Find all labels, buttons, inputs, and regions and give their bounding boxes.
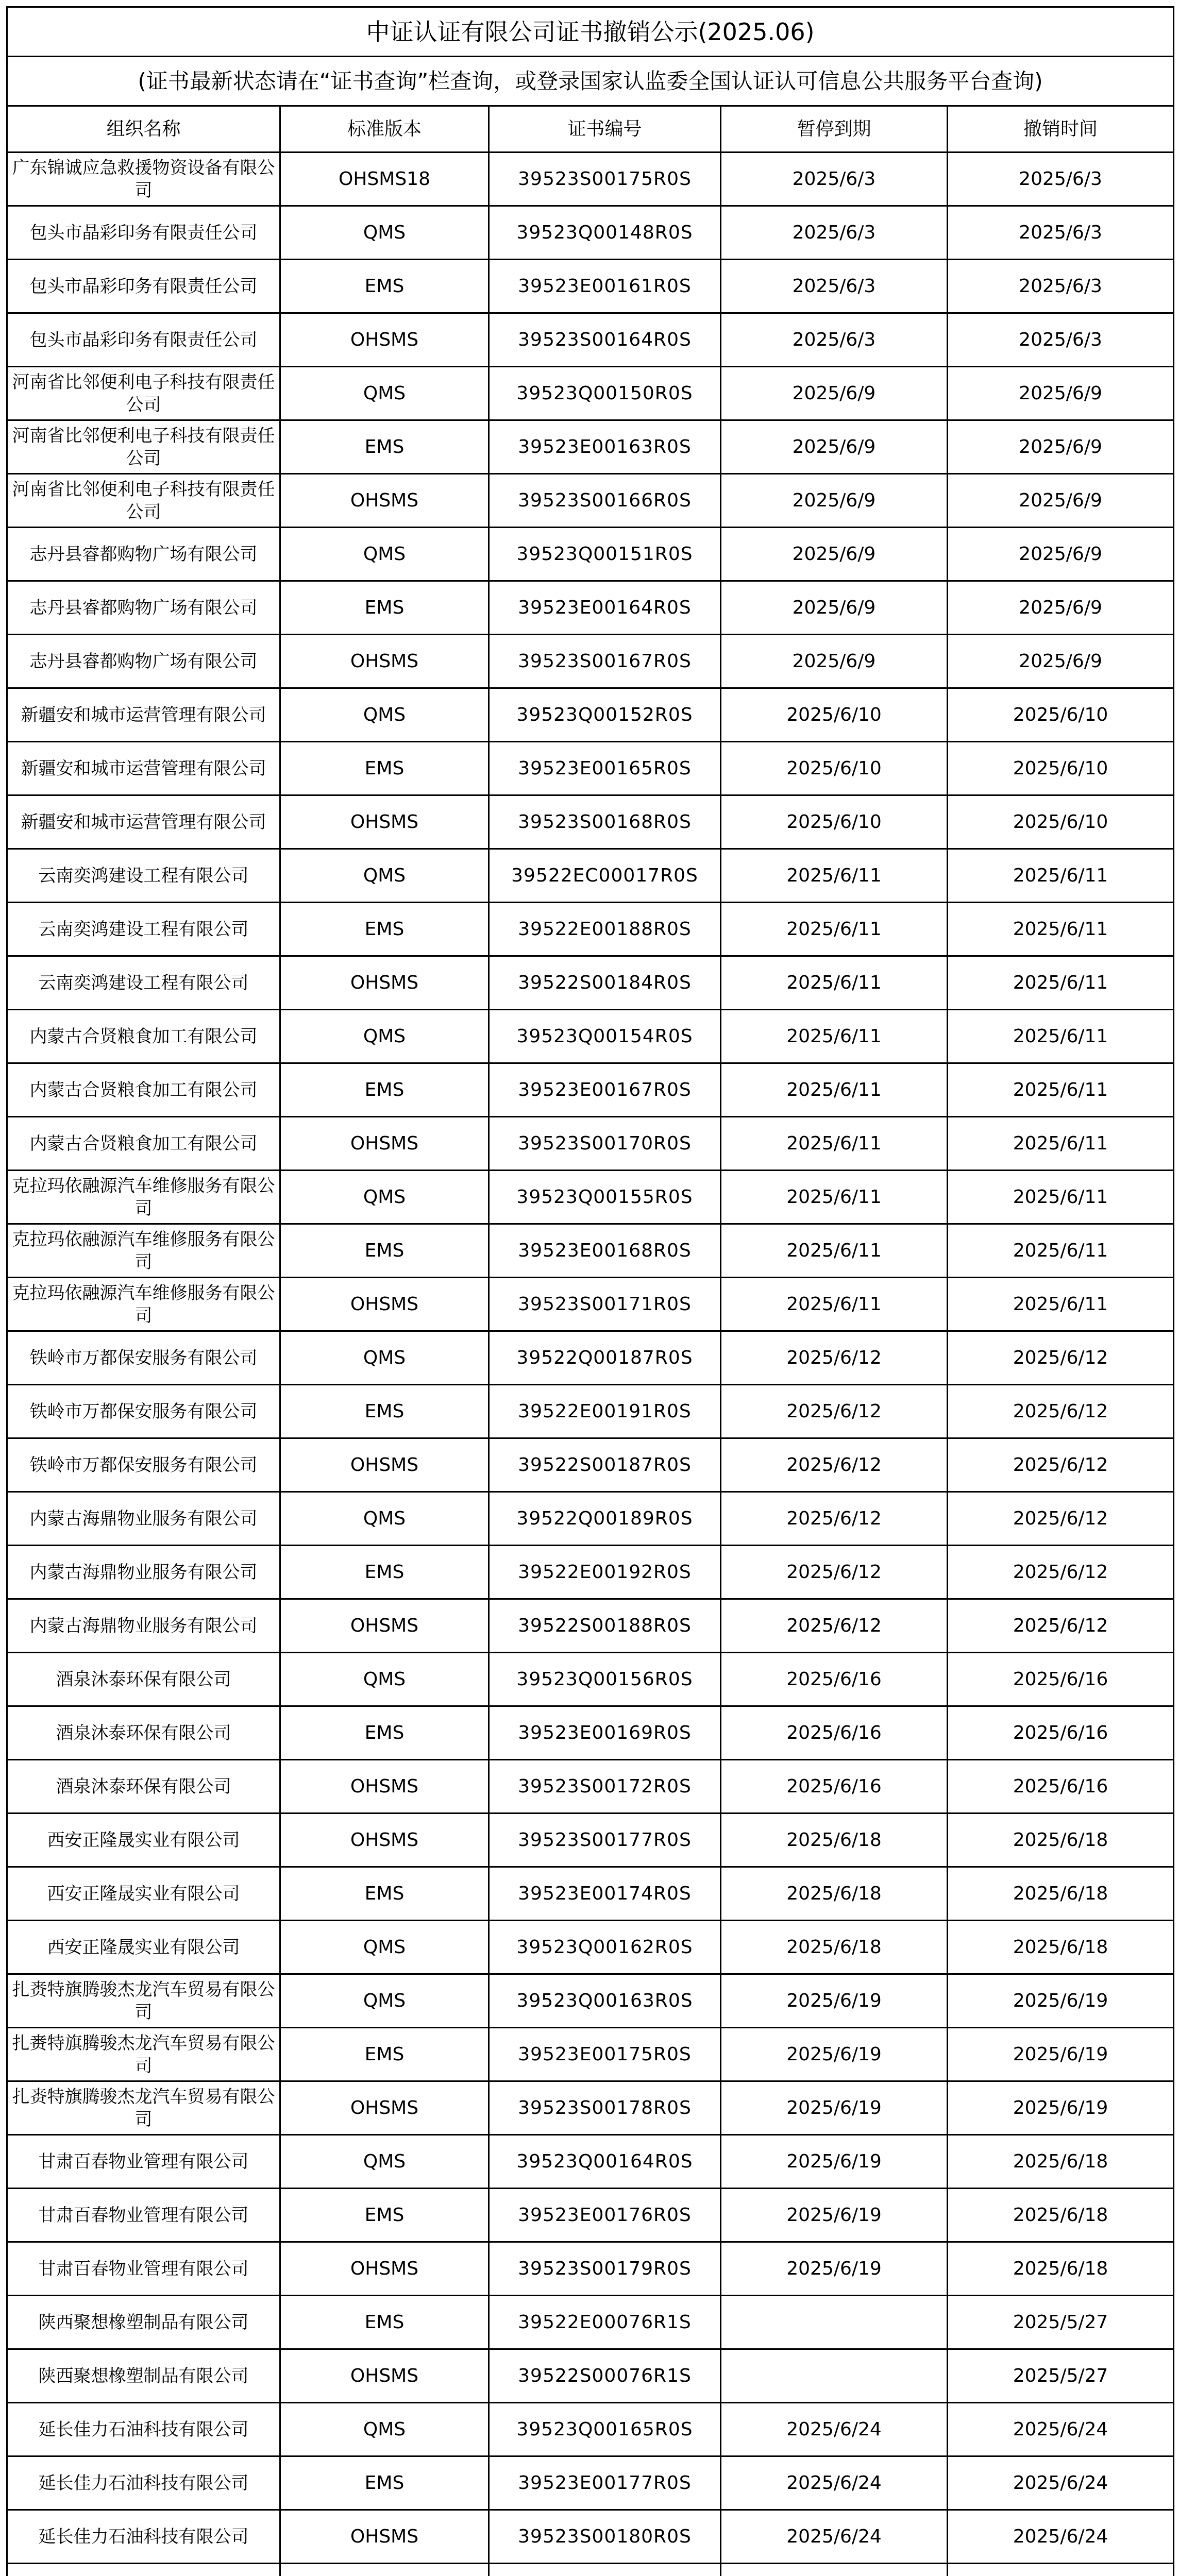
org-name-cell: 西安正隆晟实业有限公司 bbox=[7, 1814, 280, 1867]
suspension-expiry-cell: 2025/6/12 bbox=[721, 1331, 948, 1385]
revocation-date-cell: 2025/6/9 bbox=[948, 420, 1174, 474]
table-row bbox=[7, 1599, 1174, 1653]
cert-number-cell: 39523Q00165R0S bbox=[489, 2403, 721, 2456]
org-name-cell: 酒泉沐泰环保有限公司 bbox=[7, 1653, 280, 1706]
cert-number-cell: 39523E00163R0S bbox=[489, 420, 721, 474]
org-name-cell: 甘肃百春物业管理有限公司 bbox=[7, 2189, 280, 2242]
suspension-expiry-cell: 2025/6/19 bbox=[721, 1974, 948, 2028]
suspension-expiry-cell: 2025/6/11 bbox=[721, 1063, 948, 1117]
org-name-cell: 新疆安和城市运营管理有限公司 bbox=[7, 795, 280, 849]
table-row bbox=[7, 2242, 1174, 2296]
table-row bbox=[7, 956, 1174, 1010]
org-name-cell: 新疆安和城市运营管理有限公司 bbox=[7, 742, 280, 795]
suspension-expiry-cell: 2025/6/10 bbox=[721, 795, 948, 849]
revocation-date-cell: 2025/6/18 bbox=[948, 2242, 1174, 2296]
table-row bbox=[7, 1063, 1174, 1117]
table-row bbox=[7, 795, 1174, 849]
revocation-date-cell: 2025/6/11 bbox=[948, 849, 1174, 903]
standard-cell: QMS bbox=[280, 2403, 489, 2456]
revocation-date-cell: 2025/6/10 bbox=[948, 688, 1174, 742]
suspension-expiry-cell: 2025/6/11 bbox=[721, 1117, 948, 1171]
org-name-cell: 包头市晶彩印务有限责任公司 bbox=[7, 313, 280, 367]
standard-cell: QMS bbox=[280, 849, 489, 903]
header-revocation-date: 撤销时间 bbox=[948, 106, 1174, 152]
revocation-date-cell: 2025/6/9 bbox=[948, 635, 1174, 688]
suspension-expiry-cell: 2025/6/12 bbox=[721, 1599, 948, 1653]
org-name-cell: 包头市晶彩印务有限责任公司 bbox=[7, 206, 280, 260]
cert-number-cell: 39523S00175R0S bbox=[489, 152, 721, 206]
table-row bbox=[7, 2135, 1174, 2189]
standard-cell: EMS bbox=[280, 1706, 489, 1760]
table-row bbox=[7, 2456, 1174, 2510]
cert-number-cell: 39522Q00189R0S bbox=[489, 1492, 721, 1546]
cert-number-cell: 39523E00167R0S bbox=[489, 1063, 721, 1117]
table-row bbox=[7, 2564, 1174, 2576]
standard-cell: OHSMS bbox=[280, 1438, 489, 1492]
suspension-expiry-cell: 2025/6/12 bbox=[721, 1385, 948, 1438]
org-name-cell: 内蒙古海鼎物业服务有限公司 bbox=[7, 1599, 280, 1653]
cert-number-cell: 39522E00076R1S bbox=[489, 2296, 721, 2349]
revocation-date-cell: 2025/6/19 bbox=[948, 2081, 1174, 2135]
revocation-date-cell: 2025/5/27 bbox=[948, 2296, 1174, 2349]
org-name-cell: 甘肃百春物业管理有限公司 bbox=[7, 2135, 280, 2189]
cert-number-cell: 39522EC00017R0S bbox=[489, 849, 721, 903]
standard-cell: EMS bbox=[280, 581, 489, 635]
table-row bbox=[7, 1921, 1174, 1974]
suspension-expiry-cell: 2025/6/16 bbox=[721, 1760, 948, 1814]
revocation-date-cell: 2025/5/27 bbox=[948, 2349, 1174, 2403]
header-suspension-expiry: 暂停到期 bbox=[721, 106, 948, 152]
standard-cell: OHSMS bbox=[280, 1814, 489, 1867]
standard-cell: OHSMS bbox=[280, 474, 489, 528]
suspension-expiry-cell: 2025/6/24 bbox=[721, 2456, 948, 2510]
revocation-date-cell: 2025/6/12 bbox=[948, 1546, 1174, 1599]
org-name-cell: 克拉玛依融源汽车维修服务有限公司 bbox=[7, 1224, 280, 1278]
revocation-date-cell: 2025/6/11 bbox=[948, 1224, 1174, 1278]
suspension-expiry-cell: 2025/6/11 bbox=[721, 1010, 948, 1063]
revocation-date-cell: 2025/6/11 bbox=[948, 1010, 1174, 1063]
cert-number-cell: 39523Q00156R0S bbox=[489, 1653, 721, 1706]
cert-number-cell: 39523Q00154R0S bbox=[489, 1010, 721, 1063]
cert-number-cell: 39523S00167R0S bbox=[489, 635, 721, 688]
org-name-cell: 扎赉特旗腾骏杰龙汽车贸易有限公司 bbox=[7, 1974, 280, 2028]
suspension-expiry-cell: 2025/6/16 bbox=[721, 1653, 948, 1706]
standard-cell: OHSMS18 bbox=[280, 152, 489, 206]
table-row bbox=[7, 688, 1174, 742]
table-row bbox=[7, 260, 1174, 313]
standard-cell: EMS bbox=[280, 2028, 489, 2081]
suspension-expiry-cell: 2025/6/18 bbox=[721, 1921, 948, 1974]
cert-number-cell: 39523S00170R0S bbox=[489, 1117, 721, 1171]
suspension-expiry-cell: 2025/6/9 bbox=[721, 420, 948, 474]
revocation-date-cell: 2025/6/10 bbox=[948, 795, 1174, 849]
org-name-cell: 内蒙古合贤粮食加工有限公司 bbox=[7, 1010, 280, 1063]
org-name-cell: 广东锦诚应急救援物资设备有限公司 bbox=[7, 152, 280, 206]
table-row bbox=[7, 474, 1174, 528]
header-cert-number: 证书编号 bbox=[489, 106, 721, 152]
cert-number-cell: 39522E00191R0S bbox=[489, 1385, 721, 1438]
cert-number-cell: 39523E00174R0S bbox=[489, 1867, 721, 1921]
org-name-cell: 铁岭市万都保安服务有限公司 bbox=[7, 1438, 280, 1492]
revocation-date-cell: 2025/6/11 bbox=[948, 956, 1174, 1010]
table-row bbox=[7, 2028, 1174, 2081]
suspension-expiry-cell: 2025/6/3 bbox=[721, 206, 948, 260]
revocation-date-cell: 2025/6/18 bbox=[948, 2189, 1174, 2242]
org-name-cell: 包头市晶彩印务有限责任公司 bbox=[7, 260, 280, 313]
revocation-date-cell: 2025/6/18 bbox=[948, 1867, 1174, 1921]
header-standard: 标准版本 bbox=[280, 106, 489, 152]
cert-number-cell: 39523Q00164R0S bbox=[489, 2135, 721, 2189]
standard-cell: OHSMS bbox=[280, 313, 489, 367]
table-row bbox=[7, 367, 1174, 420]
table-row bbox=[7, 635, 1174, 688]
org-name-cell: 内蒙古合贤粮食加工有限公司 bbox=[7, 1117, 280, 1171]
table-row bbox=[7, 152, 1174, 206]
table-row bbox=[7, 1224, 1174, 1278]
cert-number-cell bbox=[489, 2564, 721, 2576]
revocation-date-cell: 2025/6/16 bbox=[948, 1706, 1174, 1760]
cert-number-cell: 39522E00192R0S bbox=[489, 1546, 721, 1599]
cert-number-cell: 39522S00188R0S bbox=[489, 1599, 721, 1653]
org-name-cell: 河南省比邻便利电子科技有限责任公司 bbox=[7, 420, 280, 474]
suspension-expiry-cell: 2025/6/19 bbox=[721, 2242, 948, 2296]
org-name-cell: 云南奕鸿建设工程有限公司 bbox=[7, 956, 280, 1010]
revocation-date-cell: 2025/6/12 bbox=[948, 1492, 1174, 1546]
standard-cell: OHSMS bbox=[280, 2242, 489, 2296]
org-name-cell: 志丹县睿都购物广场有限公司 bbox=[7, 528, 280, 581]
cert-number-cell: 39523E00176R0S bbox=[489, 2189, 721, 2242]
org-name-cell: 扎赉特旗腾骏杰龙汽车贸易有限公司 bbox=[7, 2028, 280, 2081]
table-row bbox=[7, 581, 1174, 635]
table-row bbox=[7, 1760, 1174, 1814]
standard-cell: EMS bbox=[280, 1224, 489, 1278]
standard-cell bbox=[280, 2564, 489, 2576]
suspension-expiry-cell: 2025/6/11 bbox=[721, 1278, 948, 1331]
table-subtitle: (证书最新状态请在“证书查询”栏查询，或登录国家认监委全国认证认可信息公共服务平台查询) bbox=[7, 57, 1174, 106]
standard-cell: EMS bbox=[280, 1867, 489, 1921]
table-row bbox=[7, 1492, 1174, 1546]
header-org-name: 组织名称 bbox=[7, 106, 280, 152]
suspension-expiry-cell: 2025/6/9 bbox=[721, 528, 948, 581]
org-name-cell: 陕西聚想橡塑制品有限公司 bbox=[7, 2296, 280, 2349]
table-row bbox=[7, 313, 1174, 367]
org-name-cell: 志丹县睿都购物广场有限公司 bbox=[7, 581, 280, 635]
cert-number-cell: 39523E00168R0S bbox=[489, 1224, 721, 1278]
revocation-date-cell: 2025/6/9 bbox=[948, 581, 1174, 635]
cert-number-cell: 39522Q00187R0S bbox=[489, 1331, 721, 1385]
table-row bbox=[7, 206, 1174, 260]
suspension-expiry-cell: 2025/6/3 bbox=[721, 152, 948, 206]
cert-number-cell: 39523E00175R0S bbox=[489, 2028, 721, 2081]
standard-cell: QMS bbox=[280, 1653, 489, 1706]
standard-cell: EMS bbox=[280, 2296, 489, 2349]
standard-cell: QMS bbox=[280, 206, 489, 260]
revocation-date-cell: 2025/6/24 bbox=[948, 2403, 1174, 2456]
cert-number-cell: 39523E00177R0S bbox=[489, 2456, 721, 2510]
suspension-expiry-cell: 2025/6/11 bbox=[721, 903, 948, 956]
suspension-expiry-cell bbox=[721, 2349, 948, 2403]
revocation-date-cell: 2025/6/3 bbox=[948, 313, 1174, 367]
cert-number-cell: 39523S00166R0S bbox=[489, 474, 721, 528]
cert-number-cell: 39523Q00148R0S bbox=[489, 206, 721, 260]
cert-number-cell: 39523Q00162R0S bbox=[489, 1921, 721, 1974]
suspension-expiry-cell: 2025/6/11 bbox=[721, 956, 948, 1010]
standard-cell: OHSMS bbox=[280, 956, 489, 1010]
table-row bbox=[7, 1706, 1174, 1760]
table-row bbox=[7, 1117, 1174, 1171]
org-name-cell: 河南省比邻便利电子科技有限责任公司 bbox=[7, 474, 280, 528]
standard-cell: QMS bbox=[280, 688, 489, 742]
table-row bbox=[7, 1171, 1174, 1224]
standard-cell: OHSMS bbox=[280, 1760, 489, 1814]
revocation-date-cell: 2025/6/9 bbox=[948, 474, 1174, 528]
revocation-date-cell: 2025/6/24 bbox=[948, 2510, 1174, 2564]
cert-number-cell: 39522S00184R0S bbox=[489, 956, 721, 1010]
suspension-expiry-cell: 2025/6/19 bbox=[721, 2135, 948, 2189]
revocation-date-cell: 2025/6/3 bbox=[948, 260, 1174, 313]
suspension-expiry-cell: 2025/6/16 bbox=[721, 1706, 948, 1760]
revocation-date-cell: 2025/6/3 bbox=[948, 152, 1174, 206]
org-name-cell: 甘肃百春物业管理有限公司 bbox=[7, 2242, 280, 2296]
cert-number-cell: 39523E00165R0S bbox=[489, 742, 721, 795]
suspension-expiry-cell: 2025/6/9 bbox=[721, 474, 948, 528]
table-row bbox=[7, 1331, 1174, 1385]
org-name-cell: 内蒙古海鼎物业服务有限公司 bbox=[7, 1492, 280, 1546]
cert-number-cell: 39522S00187R0S bbox=[489, 1438, 721, 1492]
standard-cell: QMS bbox=[280, 528, 489, 581]
cert-number-cell: 39523S00178R0S bbox=[489, 2081, 721, 2135]
revocation-date-cell: 2025/6/11 bbox=[948, 1117, 1174, 1171]
table-title: 中证认证有限公司证书撤销公示(2025.06) bbox=[7, 7, 1174, 57]
cert-number-cell: 39523S00180R0S bbox=[489, 2510, 721, 2564]
table-row bbox=[7, 849, 1174, 903]
cert-number-cell: 39523Q00155R0S bbox=[489, 1171, 721, 1224]
revocation-date-cell: 2025/6/10 bbox=[948, 742, 1174, 795]
table-row bbox=[7, 2189, 1174, 2242]
suspension-expiry-cell: 2025/6/18 bbox=[721, 1867, 948, 1921]
cert-number-cell: 39523E00169R0S bbox=[489, 1706, 721, 1760]
standard-cell: OHSMS bbox=[280, 2081, 489, 2135]
suspension-expiry-cell: 2025/6/12 bbox=[721, 1492, 948, 1546]
standard-cell: EMS bbox=[280, 260, 489, 313]
suspension-expiry-cell: 2025/6/3 bbox=[721, 313, 948, 367]
table-row bbox=[7, 1653, 1174, 1706]
cert-number-cell: 39523S00177R0S bbox=[489, 1814, 721, 1867]
cert-number-cell: 39523E00164R0S bbox=[489, 581, 721, 635]
table-row bbox=[7, 1010, 1174, 1063]
standard-cell: EMS bbox=[280, 742, 489, 795]
suspension-expiry-cell: 2025/6/10 bbox=[721, 742, 948, 795]
standard-cell: EMS bbox=[280, 903, 489, 956]
standard-cell: QMS bbox=[280, 1492, 489, 1546]
org-name-cell: 云南奕鸿建设工程有限公司 bbox=[7, 849, 280, 903]
revocation-date-cell: 2025/6/12 bbox=[948, 1599, 1174, 1653]
org-name-cell: 克拉玛依融源汽车维修服务有限公司 bbox=[7, 1171, 280, 1224]
revocation-date-cell: 2025/6/19 bbox=[948, 2028, 1174, 2081]
suspension-expiry-cell: 2025/6/19 bbox=[721, 2028, 948, 2081]
revocation-date-cell: 2025/6/12 bbox=[948, 1385, 1174, 1438]
cert-number-cell: 39523S00164R0S bbox=[489, 313, 721, 367]
org-name-cell: 酒泉沐泰环保有限公司 bbox=[7, 1760, 280, 1814]
standard-cell: EMS bbox=[280, 2456, 489, 2510]
suspension-expiry-cell: 2025/6/19 bbox=[721, 2189, 948, 2242]
cert-number-cell: 39523S00168R0S bbox=[489, 795, 721, 849]
table-row bbox=[7, 903, 1174, 956]
table-row bbox=[7, 1438, 1174, 1492]
standard-cell: EMS bbox=[280, 2189, 489, 2242]
suspension-expiry-cell: 2025/6/9 bbox=[721, 367, 948, 420]
suspension-expiry-cell: 2025/6/24 bbox=[721, 2403, 948, 2456]
standard-cell: OHSMS bbox=[280, 1599, 489, 1653]
org-name-cell: 延长佳力石油科技有限公司 bbox=[7, 2510, 280, 2564]
standard-cell: QMS bbox=[280, 2135, 489, 2189]
revocation-table bbox=[6, 6, 1174, 2576]
standard-cell: QMS bbox=[280, 1921, 489, 1974]
cert-number-cell: 39523S00179R0S bbox=[489, 2242, 721, 2296]
org-name-cell: 云南奕鸿建设工程有限公司 bbox=[7, 903, 280, 956]
table-row bbox=[7, 2403, 1174, 2456]
suspension-expiry-cell: 2025/6/11 bbox=[721, 1171, 948, 1224]
revocation-date-cell: 2025/6/11 bbox=[948, 903, 1174, 956]
suspension-expiry-cell bbox=[721, 2564, 948, 2576]
revocation-date-cell: 2025/6/19 bbox=[948, 1974, 1174, 2028]
table-row bbox=[7, 2296, 1174, 2349]
revocation-date-cell: 2025/6/12 bbox=[948, 1438, 1174, 1492]
suspension-expiry-cell: 2025/6/24 bbox=[721, 2510, 948, 2564]
table-row bbox=[7, 2349, 1174, 2403]
table-row bbox=[7, 1814, 1174, 1867]
table-row bbox=[7, 420, 1174, 474]
table-row bbox=[7, 2081, 1174, 2135]
org-name-cell: 西安正隆晟实业有限公司 bbox=[7, 1921, 280, 1974]
header-row bbox=[7, 106, 1174, 152]
suspension-expiry-cell: 2025/6/11 bbox=[721, 1224, 948, 1278]
revocation-date-cell: 2025/6/18 bbox=[948, 1921, 1174, 1974]
cert-number-cell: 39523Q00150R0S bbox=[489, 367, 721, 420]
standard-cell: EMS bbox=[280, 420, 489, 474]
suspension-expiry-cell: 2025/6/19 bbox=[721, 2081, 948, 2135]
table-row bbox=[7, 2510, 1174, 2564]
suspension-expiry-cell: 2025/6/12 bbox=[721, 1438, 948, 1492]
standard-cell: EMS bbox=[280, 1063, 489, 1117]
standard-cell: QMS bbox=[280, 367, 489, 420]
revocation-date-cell: 2025/6/11 bbox=[948, 1063, 1174, 1117]
revocation-date-cell: 2025/6/16 bbox=[948, 1760, 1174, 1814]
standard-cell: EMS bbox=[280, 1385, 489, 1438]
org-name-cell: 酒泉沐泰环保有限公司 bbox=[7, 1706, 280, 1760]
org-name-cell: 新疆安和城市运营管理有限公司 bbox=[7, 688, 280, 742]
cert-number-cell: 39523E00161R0S bbox=[489, 260, 721, 313]
suspension-expiry-cell: 2025/6/11 bbox=[721, 849, 948, 903]
table-row bbox=[7, 1974, 1174, 2028]
revocation-date-cell: 2025/6/9 bbox=[948, 528, 1174, 581]
org-name-cell: 内蒙古海鼎物业服务有限公司 bbox=[7, 1546, 280, 1599]
org-name-cell: 延长佳力石油科技有限公司 bbox=[7, 2403, 280, 2456]
suspension-expiry-cell: 2025/6/9 bbox=[721, 635, 948, 688]
suspension-expiry-cell bbox=[721, 2296, 948, 2349]
org-name-cell: 扎赉特旗腾骏杰龙汽车贸易有限公司 bbox=[7, 2081, 280, 2135]
standard-cell: QMS bbox=[280, 1171, 489, 1224]
suspension-expiry-cell: 2025/6/18 bbox=[721, 1814, 948, 1867]
org-name-cell: 克拉玛依融源汽车维修服务有限公司 bbox=[7, 1278, 280, 1331]
revocation-date-cell: 2025/6/18 bbox=[948, 1814, 1174, 1867]
standard-cell: OHSMS bbox=[280, 2349, 489, 2403]
cert-number-cell: 39523Q00152R0S bbox=[489, 688, 721, 742]
suspension-expiry-cell: 2025/6/3 bbox=[721, 260, 948, 313]
table-row bbox=[7, 1385, 1174, 1438]
standard-cell: QMS bbox=[280, 1010, 489, 1063]
standard-cell: EMS bbox=[280, 1546, 489, 1599]
org-name-cell bbox=[7, 2564, 280, 2576]
revocation-date-cell: 2025/6/18 bbox=[948, 2135, 1174, 2189]
org-name-cell: 西安正隆晟实业有限公司 bbox=[7, 1867, 280, 1921]
org-name-cell: 陕西聚想橡塑制品有限公司 bbox=[7, 2349, 280, 2403]
standard-cell: OHSMS bbox=[280, 635, 489, 688]
suspension-expiry-cell: 2025/6/10 bbox=[721, 688, 948, 742]
org-name-cell: 内蒙古合贤粮食加工有限公司 bbox=[7, 1063, 280, 1117]
revocation-date-cell: 2025/6/12 bbox=[948, 1331, 1174, 1385]
revocation-date-cell bbox=[948, 2564, 1174, 2576]
org-name-cell: 延长佳力石油科技有限公司 bbox=[7, 2456, 280, 2510]
table-row bbox=[7, 742, 1174, 795]
revocation-date-cell: 2025/6/16 bbox=[948, 1653, 1174, 1706]
standard-cell: OHSMS bbox=[280, 795, 489, 849]
revocation-date-cell: 2025/6/9 bbox=[948, 367, 1174, 420]
standard-cell: OHSMS bbox=[280, 2510, 489, 2564]
revocation-date-cell: 2025/6/11 bbox=[948, 1171, 1174, 1224]
table-row bbox=[7, 1546, 1174, 1599]
standard-cell: OHSMS bbox=[280, 1278, 489, 1331]
standard-cell: OHSMS bbox=[280, 1117, 489, 1171]
cert-number-cell: 39523Q00163R0S bbox=[489, 1974, 721, 2028]
cert-number-cell: 39523S00172R0S bbox=[489, 1760, 721, 1814]
standard-cell: QMS bbox=[280, 1331, 489, 1385]
revocation-date-cell: 2025/6/24 bbox=[948, 2456, 1174, 2510]
cert-number-cell: 39522E00188R0S bbox=[489, 903, 721, 956]
org-name-cell: 铁岭市万都保安服务有限公司 bbox=[7, 1385, 280, 1438]
org-name-cell: 河南省比邻便利电子科技有限责任公司 bbox=[7, 367, 280, 420]
org-name-cell: 铁岭市万都保安服务有限公司 bbox=[7, 1331, 280, 1385]
revocation-date-cell: 2025/6/3 bbox=[948, 206, 1174, 260]
table-row bbox=[7, 1278, 1174, 1331]
org-name-cell: 志丹县睿都购物广场有限公司 bbox=[7, 635, 280, 688]
table-row bbox=[7, 528, 1174, 581]
table-row bbox=[7, 1867, 1174, 1921]
cert-number-cell: 39523Q00151R0S bbox=[489, 528, 721, 581]
standard-cell: QMS bbox=[280, 1974, 489, 2028]
cert-number-cell: 39522S00076R1S bbox=[489, 2349, 721, 2403]
cert-number-cell: 39523S00171R0S bbox=[489, 1278, 721, 1331]
revocation-date-cell: 2025/6/11 bbox=[948, 1278, 1174, 1331]
suspension-expiry-cell: 2025/6/12 bbox=[721, 1546, 948, 1599]
suspension-expiry-cell: 2025/6/9 bbox=[721, 581, 948, 635]
